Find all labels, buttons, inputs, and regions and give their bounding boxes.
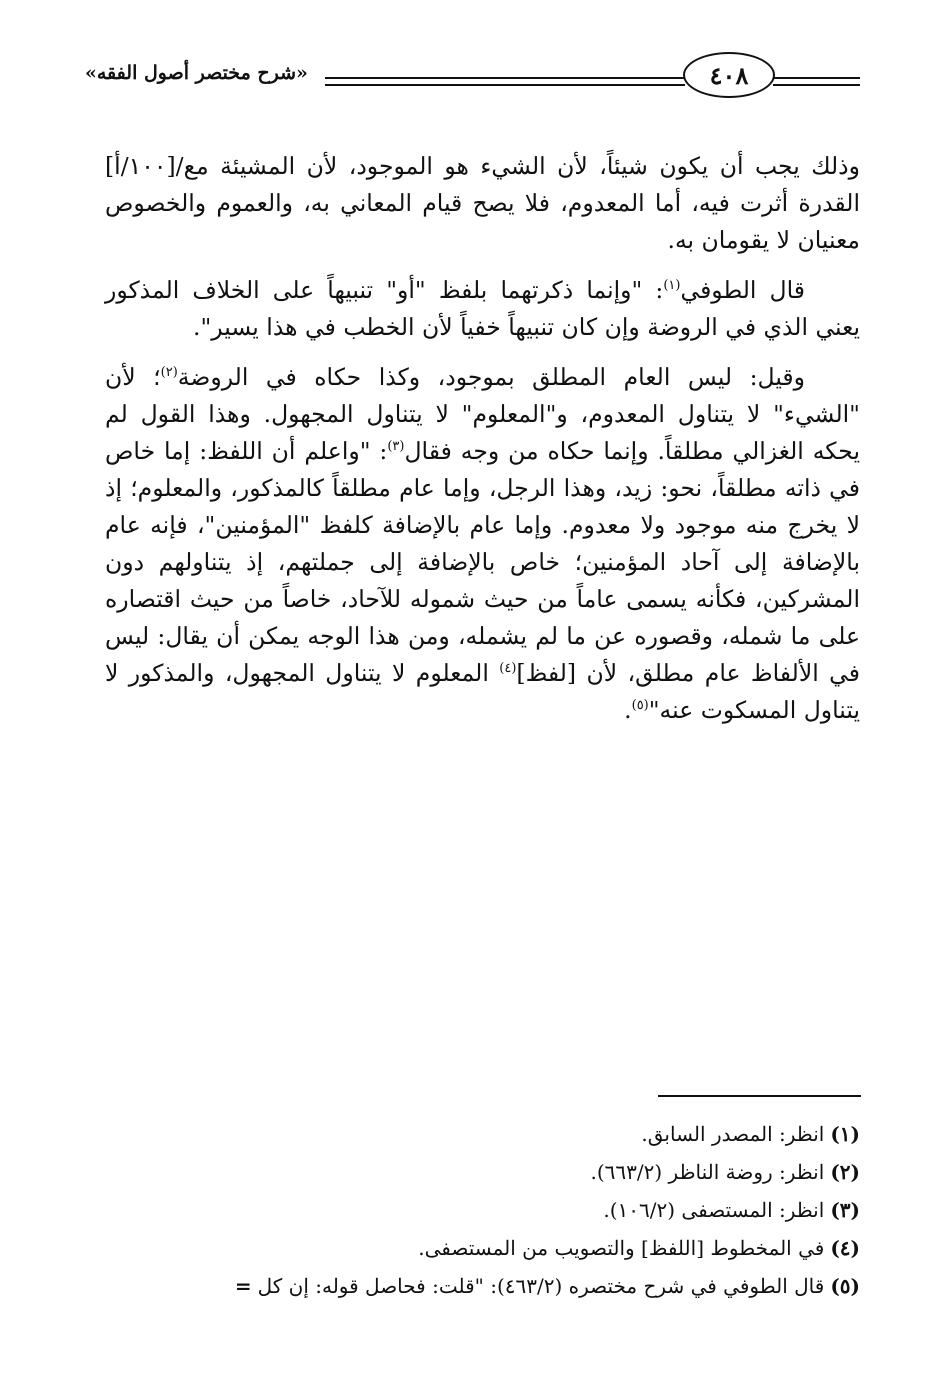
paragraph-text: قال الطوفي — [680, 276, 806, 304]
footnote-text: قال الطوفي في شرح مختصره (٤٦٣/٢): "قلت: فحاصل قوله: إن كل — [257, 1274, 825, 1298]
footnote-text: انظر: روضة الناظر (٦٦٣/٢). — [590, 1160, 825, 1184]
footnote-ref: (٥) — [631, 698, 649, 714]
footnote-number: (١) — [830, 1122, 860, 1146]
footnote-number: (٢) — [830, 1160, 860, 1184]
paragraph-text: المعلوم لا يتناول المجهول، والمذكور لا يتناول المسكوت عنه" — [105, 659, 860, 724]
paragraph — [105, 359, 860, 729]
footnote-separator — [658, 1095, 861, 1097]
paragraph — [105, 272, 860, 346]
footnote-ref: (٣) — [387, 439, 405, 455]
paragraph-text: . — [624, 696, 632, 724]
paragraph — [105, 148, 860, 259]
footnote-number: (٤) — [830, 1236, 860, 1260]
paragraph-text: وقيل: ليس العام المطلق بموجود، وكذا حكاه في الروضة — [177, 363, 805, 391]
paragraph-text: وذلك يجب أن يكون شيئاً، لأن الشيء هو الموجود، لأن المشيئة مع/[١٠٠/أ] القدرة أثرت فيه، أما المعدوم، فلا يصح قيام المعاني به، والعموم والخصوص معنيان لا يقومان به. — [105, 152, 860, 254]
page-number: ٤٠٨ — [683, 52, 775, 98]
footnotes — [85, 1115, 860, 1305]
footnote-text: في المخطوط [اللفظ] والتصويب من المستصفى. — [418, 1236, 825, 1260]
paragraph-text: : "وإنما ذكرتهما بلفظ "أو" تنبيهاً على الخلاف المذكور يعني الذي في الروضة وإن كان تنبيهاً خفياً لأن الخطب في هذا يسير". — [105, 276, 860, 341]
footnote-text: انظر: المصدر السابق. — [641, 1122, 825, 1146]
footnote-text: انظر: المستصفى (١٠٦/٢). — [603, 1198, 825, 1222]
paragraph-text: ؛ لأن "الشيء" لا يتناول المعدوم، و"المعلوم" لا يتناول المجهول. وهذا القول لم يحكه الغزالي مطلقاً. وإنما حكاه من وجه فقال — [105, 363, 860, 465]
footnote — [85, 1191, 860, 1229]
continuation-mark: = — [234, 1274, 252, 1298]
header-rule-left-1 — [325, 77, 685, 79]
footnote — [85, 1115, 860, 1153]
footnote-ref: (٢) — [160, 365, 178, 381]
page-header — [85, 52, 860, 102]
footnote-ref: (٤) — [499, 661, 517, 677]
paragraph-text: : "واعلم أن اللفظ: إما خاص في ذاته مطلقاً، نحو: زيد، وهذا الرجل، وإما عام مطلقاً كالمذكور، والمعلوم؛ إذ لا يخرج منه موجود ولا معدوم. وإما عام بالإضافة كلفظ "المؤمنين"، فإنه عام بالإضافة إلى آحاد المؤمنين؛ خاص بالإضافة إلى جملتهم، إذ يتناولهم دون المشركين، فكأنه يسمى عاماً من حيث شموله للآحاد، خاصاً من حيث اقتصاره على ما شمله، وقصوره عن ما لم يشمله، ومن هذا الوجه يمكن أن يقال: ليس في الألفاظ عام مطلق، لأن [لفظ] — [105, 437, 860, 687]
book-title: «شرح مختصر أصول الفقه» — [85, 62, 308, 84]
header-rule-right-2 — [773, 84, 860, 86]
footnote — [85, 1153, 860, 1191]
footnote-ref: (١) — [663, 278, 681, 294]
footnote-number: (٥) — [830, 1274, 860, 1298]
main-text — [105, 148, 860, 742]
footnote — [85, 1229, 860, 1267]
header-rule-right-1 — [773, 77, 860, 79]
footnote-number: (٣) — [830, 1198, 860, 1222]
footnote — [85, 1267, 860, 1305]
header-rule-left-2 — [325, 84, 685, 86]
